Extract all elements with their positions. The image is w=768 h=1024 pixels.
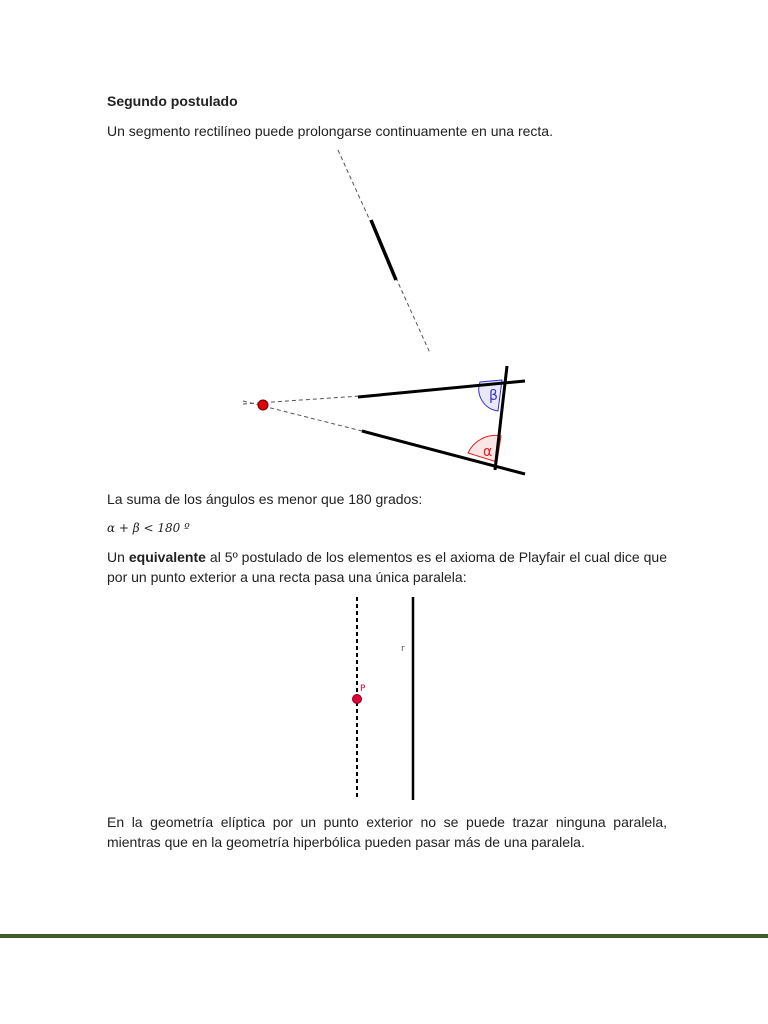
angles-sum-text: La suma de los ángulos es menor que 180 grados: [107,491,423,507]
point-p-label: P [360,684,366,694]
point-p [353,695,362,704]
playfair-prefix: Un [107,549,129,565]
section-heading: Segundo postulado [107,93,238,109]
playfair-rest: al 5º postulado de los elementos es el axioma de Playfair el cual dice que por un punto exterior a una recta pasa una única paralela: [107,549,667,585]
postulate-statement: Un segmento rectilíneo puede prolongarse continuamente en una recta. [107,123,553,139]
angle-formula: α + β < 180 º [107,521,190,535]
playfair-emphasis: equivalente [128,549,206,565]
alpha-label: α [483,444,493,460]
footer-rule [0,934,768,938]
closing-paragraph: En la geometría elíptica por un punto exterior no se puede trazar ninguna paralela, mientras que en la geometría hiperbólica pueden pasar más de una paralela. [107,814,667,850]
line-r-label: r [401,644,405,654]
beta-label: β [489,388,498,404]
